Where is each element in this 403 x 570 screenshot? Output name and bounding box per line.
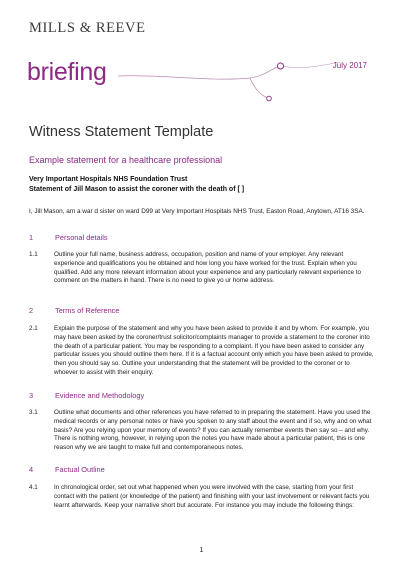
logo: MILLS & REEVE [29, 20, 146, 36]
section-heading-3 [29, 391, 144, 400]
paragraph-text: Explain the purpose of the statement and why you have been asked to provide it and by whom. For example, you may have been asked by the coroner/trust solicitor/complaints manager to provide a statement to the coroner into the death of a particular patient. You may be responding to a complaint. If you have been asked to consider any particular issues you should outline them here. If it is a factual account only which you have been asked to provide, then you should say so. Outline your understanding that the statement will be provided to the coroner or to whoever to assist with their enquiry. [54, 325, 374, 376]
section-number: 3 [29, 391, 34, 400]
paragraph-3-1 [29, 409, 374, 453]
paragraph-1-1 [29, 251, 374, 286]
section-number: 1 [29, 233, 34, 242]
section-title: Personal details [55, 233, 108, 242]
document-date: July 2017 [332, 61, 367, 70]
paragraph-number: 4.1 [29, 484, 38, 491]
paragraph-text: Outline what documents and other references you have referred to in preparing the statement. Have you used the medical records or any personal notes or have you spoken to any staff about the event and if so, why and on what basis? Are you relying upon your memory of events? If you can actually remember events then say so – and why. There is nothing wrong, however, in relying upon the notes you have made about a particular patient, this is one reason why we are taught to make full and contemporaneous notes. [54, 409, 372, 452]
section-heading-2 [29, 306, 120, 315]
section-title: Terms of Reference [55, 306, 120, 315]
briefing-heading: briefing [27, 58, 107, 86]
intro-paragraph: I, Jill Mason, am a war d sister on ward D99 at Very Important Hospitals NHS Trust, Easton Road, Anytown, AT16 3SA. [29, 208, 365, 215]
paragraph-4-1 [29, 484, 374, 510]
section-title: Factual Outline [55, 465, 105, 474]
trust-line: Very Important Hospitals NHS Foundation Trust [29, 176, 188, 183]
section-heading-1 [29, 233, 108, 242]
page-number: 1 [199, 547, 204, 554]
paragraph-number: 1.1 [29, 251, 38, 258]
page-subtitle: Example statement for a healthcare professional [29, 155, 223, 165]
paragraph-text: In chronological order, set out what happened when you were involved with the case, starting from your first contact with the patient (or knowledge of the patient) and finishing with your last involvement or relevant facts you learnt afterwards. Keep your narrative short but accurate. For instance you may include the following things: [54, 484, 370, 509]
paragraph-number: 3.1 [29, 409, 38, 416]
page-title: Witness Statement Template [29, 124, 214, 140]
section-number: 2 [29, 306, 34, 315]
statement-line: Statement of Jill Mason to assist the coroner with the death of [ ] [29, 186, 245, 193]
section-number: 4 [29, 465, 34, 474]
paragraph-text: Outline your full name, business address, occupation, position and name of your employer. Any relevant experience and qualifications you he obtained and how long you have worked for the trust. Explain when you qualified. Add any more relevant information about your experience and any particularly relevant experience to comment on the matters in hand. There is no need to give yo ur home address. [54, 251, 361, 285]
paragraph-2-1 [29, 325, 374, 378]
section-title: Evidence and Methodology [55, 391, 145, 400]
paragraph-number: 2.1 [29, 325, 38, 332]
section-heading-4 [29, 465, 105, 474]
